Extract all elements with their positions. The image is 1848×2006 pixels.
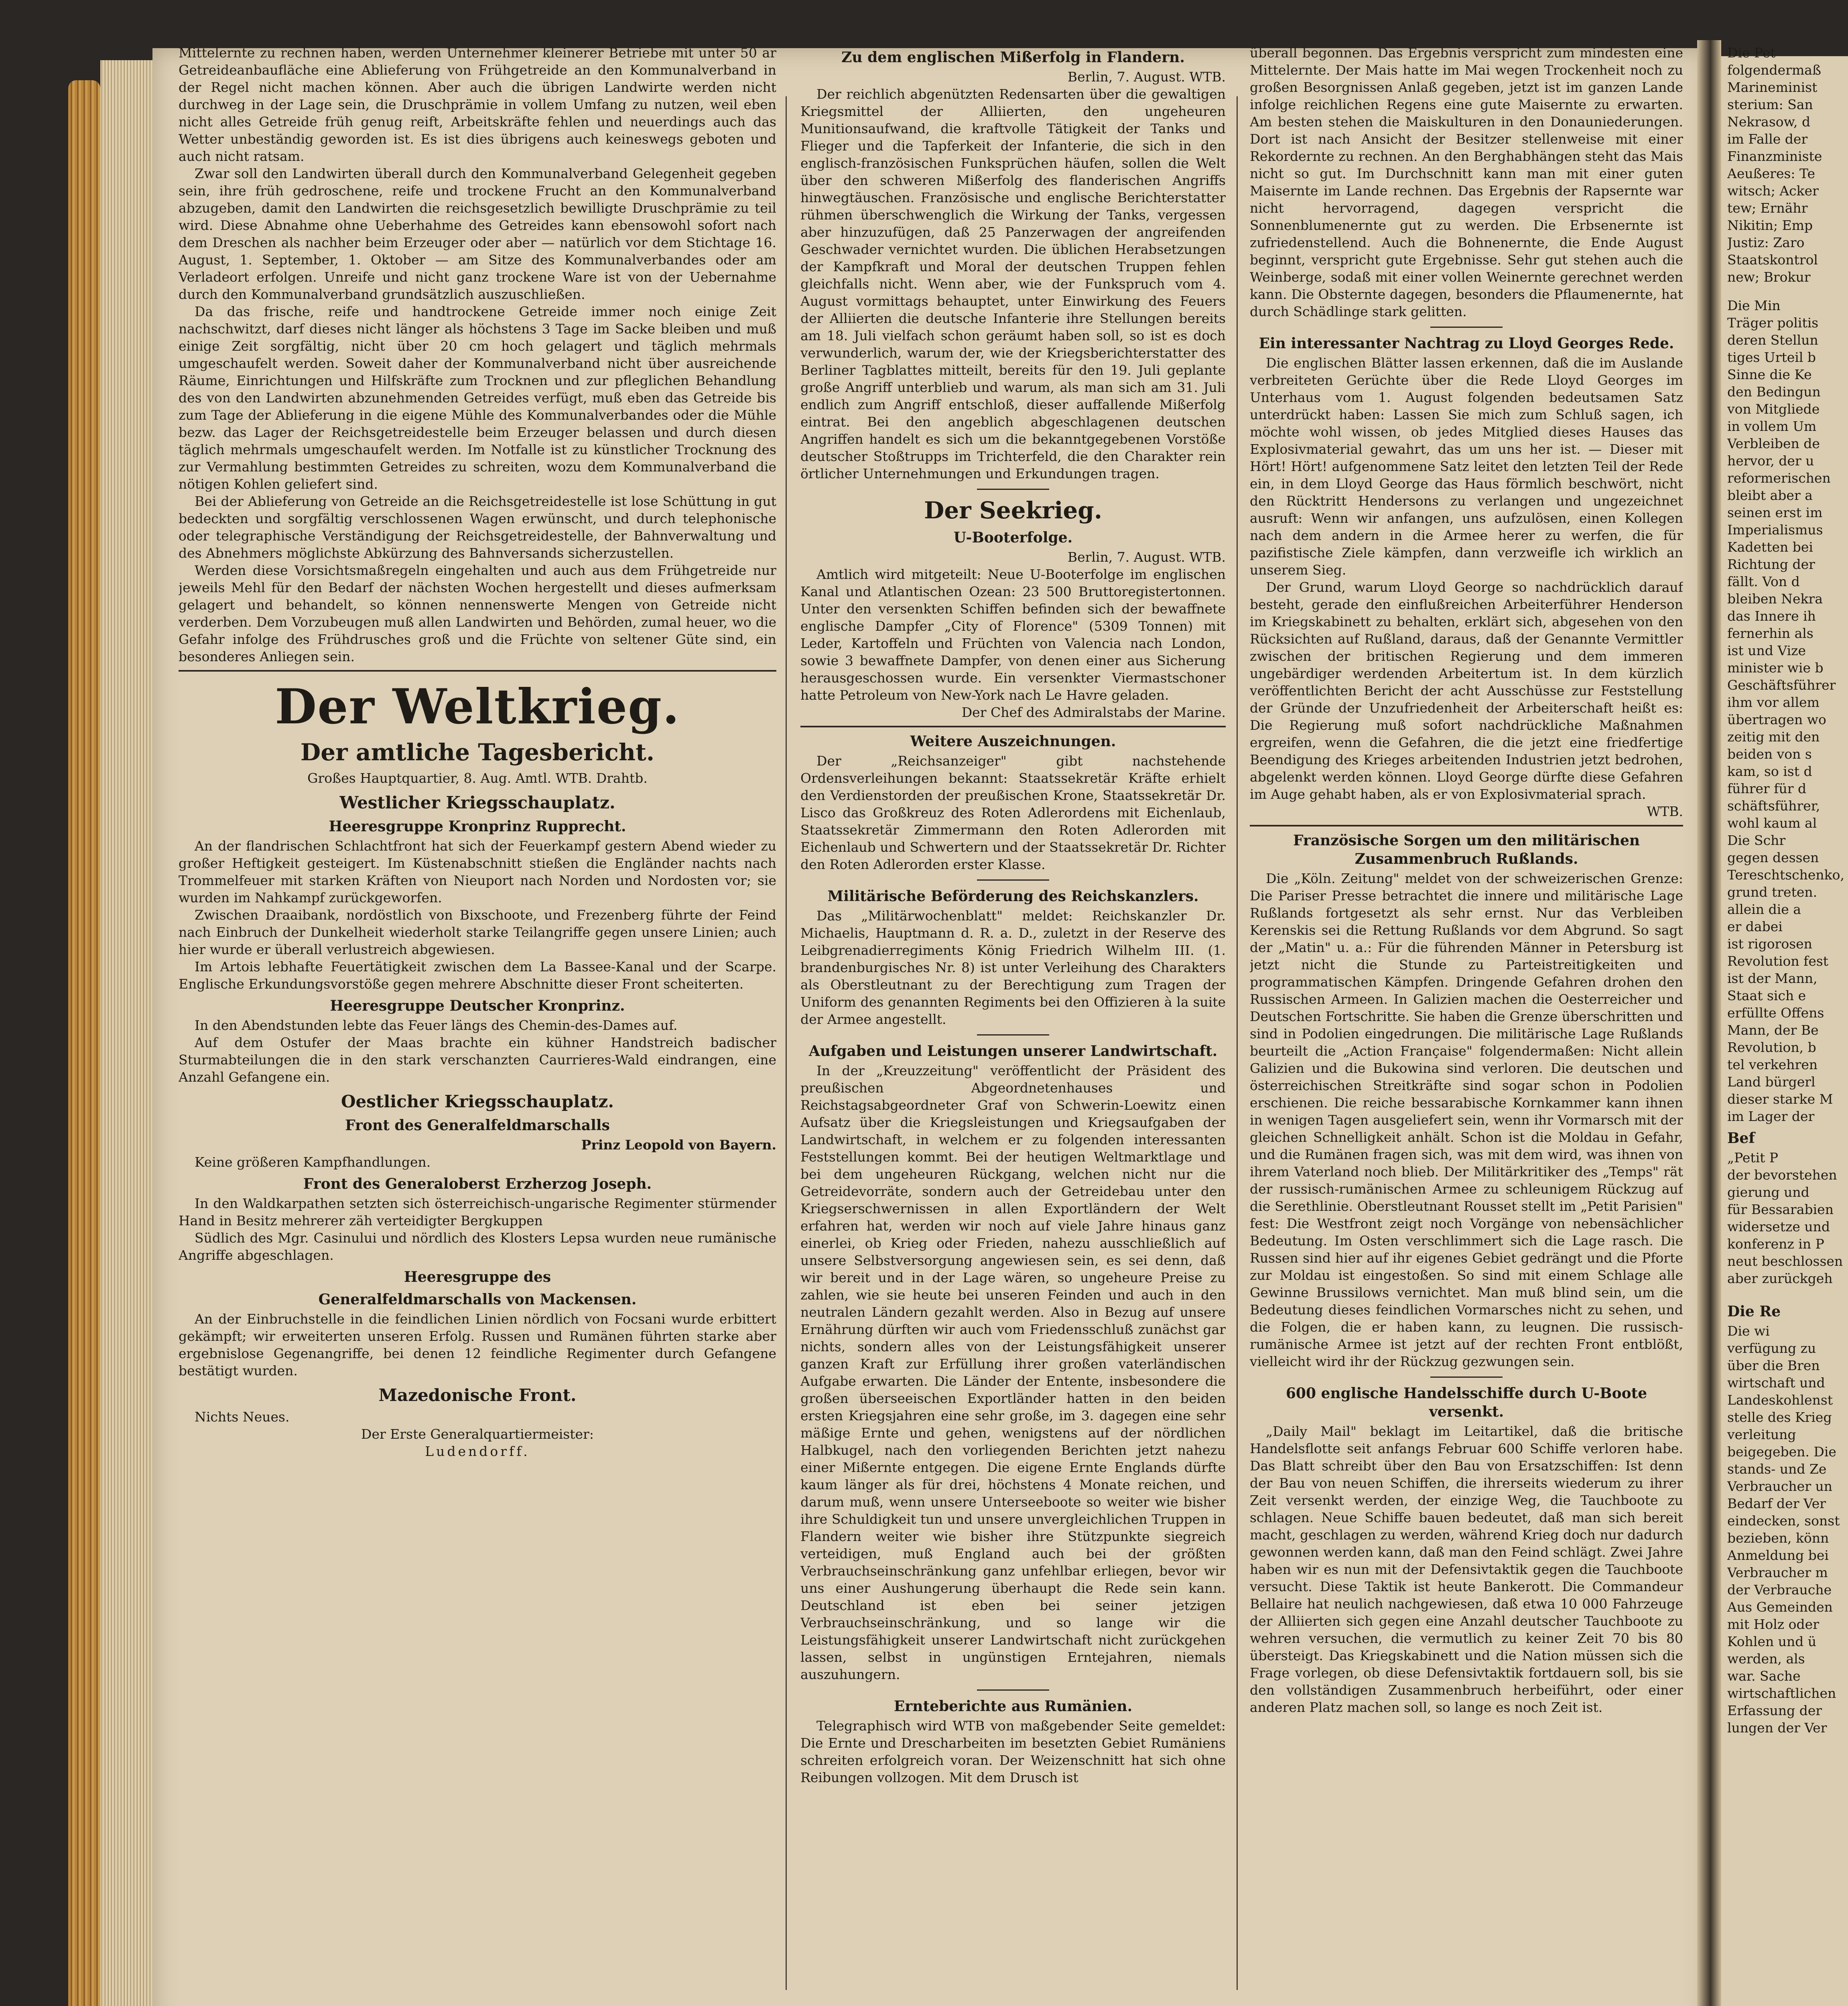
paragraph: Nichts Neues. <box>195 1409 290 1425</box>
paragraph: In den Waldkarpathen setzten sich österreichisch-ungarische Regimenter stürmender Hand in Besitz mehrerer zäh verteidigter Bergkuppen <box>179 1196 776 1228</box>
text-line: von Mitgliede <box>1727 401 1820 417</box>
article-title: Ein interessanter Nachtrag zu Lloyd Georges Rede. <box>1259 335 1674 352</box>
text-line: Erfassung der <box>1727 1703 1822 1718</box>
divider <box>1430 327 1503 328</box>
text-line: Justiz: Zaro <box>1727 235 1805 250</box>
text-line: Marineminist <box>1727 79 1818 95</box>
text-line: hervor, der u <box>1727 453 1814 469</box>
column-rule-2 <box>1237 96 1238 1990</box>
signature-name: Ludendorff. <box>425 1444 530 1459</box>
divider <box>1250 825 1683 826</box>
dateline: Berlin, 7. August. WTB. <box>1067 549 1226 565</box>
paragraph: In der „Kreuzzeitung" veröffentlicht der Präsident des preußischen Abgeordnetenhauses und Reichstagsabgeordneter Graf von Schwerin-Loewitz einen Aufsatz über die Kriegsleistungen und Kriegsaufgaben der Landwirtschaft, in welchem er zu folgenden interessanten Feststellungen kommt. Bei der heutigen Weltmarktlage und bei dem ungeheuren Rückgang, welchen nicht nur die Getreidevorräte, sondern auch der Getreidebau unter den Kriegserschwernissen in allen Exportländern der Welt erfahren hat, werden wir noch auf viele Jahre hinaus ganz einerlei, ob Krieg oder Frieden, nahezu ausschließlich auf unsere Selbstversorgung angewiesen sein, es sei denn, daß wir bereit und in der Lage wären, so ungeheure Preise zu zahlen, wie sie heute bei unseren Feinden und auch in den neutralen Ländern gezahlt werden. Also in Bezug auf unsere Ernährung dürften wir auch vom Friedensschluß zunächst gar nichts, sondern alles von der Leistungsfähigkeit unserer ganzen Kraft zur Erfüllung ihrer großen vaterländischen Aufgabe erwarten. Die Länder der Entente, insbesondere die großen überseeischen Exportländer hatten in den beiden ersten Kriegsjahren eine sehr große, im 3. dagegen eine sehr mäßige Ernte und gehen, wenigstens auf der nördlichen Halbkugel, nach den vorliegenden Berichten jetzt nahezu einer Mißernte entgegen. Die eigene Ernte Englands dürfte kaum länger als für drei, höchstens 4 Monate reichen, und darum muß, wenn unsere Unterseeboote so weiter wie bisher ihre Schuldigkeit tun und unsere unvergleichlichen Truppen in Flandern weiter wie bisher ihre Stützpunkte siegreich verteidigen, muß England auch bei der größten Verbrauchseinschränkung ganz unfehlbar erliegen, bevor wir uns einer Aushungerung überhaupt die Rede sein kann. Deutschland ist eben bei seiner jetzigen Verbrauchseinschränkung, und so lange wir die Leistungsfähigkeit unserer Landwirtschaft nicht zurückgehen lassen, selbst in ungünstigen Erntejahren, niemals auszuhungern. <box>800 1063 1226 1682</box>
article-title: Weitere Auszeichnungen. <box>910 733 1116 750</box>
text-line: folgendermaß <box>1727 62 1821 78</box>
report-title: Der amtliche Tagesbericht. <box>300 739 655 766</box>
text-line: reformerischen <box>1727 470 1831 486</box>
front-heading: Front des Generalfeldmarschalls <box>345 1117 610 1134</box>
paragraph: „Daily Mail" beklagt im Leitartikel, daß die britische Handelsflotte seit anfangs Februar 600 Schiffe verloren habe. Das Blatt schreibt über den Bau von Ersatzschiffen: Ist denn der Bau von neuen Schiffen, die ihrerseits wiederum zu ihrer Zeit versenkt werden, der einzige Weg, die Tauchboote zu schlagen. Neue Schiffe bauen bedeutet, daß man sich bereit macht, geschlagen zu werden, während Krieg doch nur dadurch gewonnen werden kann, daß man den Feind schlägt. Zwei Jahre haben wir es nun mit der Defensivtaktik gegen die Tauchboote versucht. Diese Taktik ist heute Bankerott. Die Commandeur Bellaire hat neulich nachgewiesen, daß etwa 10 000 Fahrzeuge der Alliierten sich gegen eine Anzahl deutscher Tauchboote zu wehren versuchen, die vermutlich zu keiner Zeit 70 bis 80 übersteigt. Das Kriegskabinett und die Nation müssen sich die Frage vorlegen, ob diese Defensivtaktik fortdauern soll, bis sie den vollständigen Zusammenbruch herbeiführt, oder einer anderen Platz machen soll, so lange es noch Zeit ist. <box>1250 1423 1683 1715</box>
text-line: werden, als <box>1727 1651 1805 1667</box>
text-line: Landeskohlenst <box>1727 1392 1833 1408</box>
article-title: Militärische Beförderung des Reichskanzlers. <box>827 888 1199 905</box>
text-line: Aus Gemeinden <box>1727 1599 1833 1615</box>
signature: WTB. <box>1647 804 1683 819</box>
text-line: schäftsführer, <box>1727 798 1820 814</box>
text-line: der Verbrauche <box>1727 1582 1832 1598</box>
paragraph: Bei der Ablieferung von Getreide an die Reichsgetreidestelle ist lose Schüttung in gut bedeckten und sorgfältig verschlossenen Wagen erwünscht, und durch telephonische oder telegraphische Verständigung der Reichsgetreidestelle, der Bahnverwaltung und des Abnehmers möglichste Abkürzung des Bahnversands sicherzustellen. <box>179 493 776 561</box>
section-title-east: Oestlicher Kriegsschauplatz. <box>341 1092 614 1111</box>
text-line: witsch; Acker <box>1727 183 1819 199</box>
text-line: war. Sache <box>1727 1668 1801 1684</box>
text-line: dieser starke M <box>1727 1091 1833 1107</box>
paragraph: An der Einbruchstelle in die feindlichen Linien nördlich von Focsani wurde erbittert gekämpft; wir erweiterten unseren Erfolg. Russen und Rumänen führten starke aber ergebnislose Gegenangriffe, bei denen 12 feindliche Regimenter durch Gefangene bestätigt wurden. <box>179 1311 776 1379</box>
text-line: beigegeben. Die <box>1727 1444 1836 1460</box>
divider <box>977 1689 1049 1691</box>
text-line: eindecken, sonst <box>1727 1513 1840 1529</box>
text-line: ist und Vize <box>1727 643 1806 658</box>
text-line: gegen dessen <box>1727 850 1819 865</box>
text-line: Finanzministe <box>1727 148 1822 164</box>
text-line: wirtschaft und <box>1727 1375 1825 1391</box>
paragraph: Zwischen Draaibank, nordöstlich von Bixschoote, und Frezenberg führte der Feind nach Einbruch der Dunkelheit wiederholt starke Teilangriffe gegen unsere Linien; auch hier wurde er überall verlustreich abgewiesen. <box>179 907 776 957</box>
text-line: stelle des Krieg <box>1727 1409 1832 1425</box>
text-line: „Petit P <box>1727 1150 1779 1165</box>
text-line: wohl kaum al <box>1727 815 1817 831</box>
article-title: Ernteberichte aus Rumänien. <box>894 1698 1133 1715</box>
text-line: Sinne die Ke <box>1727 367 1812 382</box>
paragraph: Keine größeren Kampfhandlungen. <box>195 1154 431 1170</box>
divider <box>977 1034 1049 1035</box>
article-title: Die Re <box>1727 1303 1781 1320</box>
text-line: mit Holz oder <box>1727 1616 1819 1632</box>
paragraph: Die englischen Blätter lassen erkennen, daß die im Auslande verbreiteten Gerüchte über die Rede Lloyd Georges im Unterhaus vom 1. August folgenden bedeutsamen Satz unterdrückt haben: Lassen Sie mich zum Schluß sagen, ich möchte wohl wissen, ob jedes Mitglied dieses Hauses das Explosivmaterial gewahrt, das um uns her ist. — Dieser mit Hört! Hört! aufgenommene Satz leitet den letzten Teil der Rede ein, in dem Lloyd George das Haus förmlich beschwört, nicht den Rücktritt Hendersons zu verlangen und ungezeichnet ausruft: Wenn wir anfangen, uns aufzulösen, einen Kollegen nach dem andern in die Armee herer zu werfen, die für pazifistische Ziele kämpfen, dann verzweifle ich wirklich an unserem Sieg. <box>1250 355 1683 578</box>
text-line: der bevorstehen <box>1727 1167 1837 1183</box>
paragraph: Telegraphisch wird WTB von maßgebender Seite gemeldet: Die Ernte und Drescharbeiten im besetzten Gebiet Rumäniens schreiten erfolgreich voran. Der Weizenschnitt hat sich ohne Reibungen vollzogen. Mit dem Drusch ist <box>800 1718 1226 1785</box>
text-line: bleibt aber a <box>1727 487 1813 503</box>
column-1 <box>179 44 776 2006</box>
text-line: aber zurückgeh <box>1727 1271 1833 1286</box>
text-line: für Bessarabien <box>1727 1202 1834 1217</box>
paragraph: Mittelernte zu rechnen haben, werden Unternehmer kleinerer Betriebe mit unter 50 ar Getreideanbaufläche eine Ablieferung von Frühgetreide an den Kommunalverband in der Regel nicht machen können. Aber auch die übrigen Landwirte werden nicht durchweg in der Lage sein, die Druschprämie in vollem Umfang zu nutzen, weil eben nicht alles Getreide früh genug reift, Arbeitskräfte fehlen und neuerdings auch das Wetter unbeständig geworden ist. Es ist dies übrigens auch keineswegs geboten und auch nicht ratsam. <box>179 45 776 164</box>
paragraph: Die „Köln. Zeitung" meldet von der schweizerischen Grenze: Die Pariser Presse betrachtet die innere und militärische Lage Rußlands fortgesetzt als sehr ernst. Nur das Verbleiben Kerenskis sei die Rettung Rußlands vor dem Abgrund. So sagt der „Matin" u. a.: Für die führenden Männer in Petersburg ist jetzt nicht die Stunde zu Parteistreitigkeiten und programmatischen Kämpfen. Dringende Gefahren drohen den Russischen Armeen. In Galizien machen die Oesterreicher und Deutschen Fortschritte. Sie haben die Grenze überschritten und sind in Podolien eingedrungen. Die militärische Lage Rußlands beurteilt die „Action Française" folgendermaßen: Nicht allein Galizien und die Bukowina sind verloren. Die deutschen und österreichischen Streitkräfte sind sogar schon in Podolien erschienen. Die reiche bessarabische Kornkammer kann ihnen in wenigen Tagen ausgeliefert sein, wenn ihr Vormarsch mit der gleichen Schnelligkeit anhält. Schon ist die Moldau in Gefahr, und die Rumänen fragen sich, was mit dem wird, was ihnen von ihrem Vaterland noch blieb. Der Militärkritiker des „Temps" rät der russisch-rumänischen Armee zu schleunigem Rückzug auf die Serethlinie. Oberstleutnant Rousset stellt im „Petit Parisien" fest: Die Westfront zeigt noch Vorgänge von nebensächlicher Bedeutung. Im Osten verschlimmert sich die Lage rasch. Die Russen sind hier auf ihr eigenes Gebiet gedrängt und die Pforte zur Moldau ist eingestoßen. So sind mit einem Schlage alle Gewinne Brussilows vernichtet. Man muß blind sein, um die Bedeutung dieses feindlichen Vormarsches nicht zu sehen, und die Folgen, die er haben kann, zu leugnen. Die russisch-rumänische Armee ist jetzt auf der rechten Front entblößt, vielleicht wird ihr der Rückzug gezwungen sein. <box>1250 871 1683 1369</box>
text-line: übertragen wo <box>1727 712 1826 727</box>
text-line: Aeußeres: Te <box>1727 166 1816 181</box>
text-line: Richtung der <box>1727 556 1815 572</box>
column-3 <box>1250 44 1683 2006</box>
text-line: bezieben, könn <box>1727 1530 1829 1546</box>
text-line: Nekrasow, d <box>1727 114 1811 130</box>
text-line: Verbraucher m <box>1727 1565 1828 1580</box>
text-line: Die Pet <box>1727 45 1776 61</box>
text-line: tiges Urteil b <box>1727 349 1816 365</box>
text-line: er dabei <box>1727 919 1783 934</box>
front-commander: Prinz Leopold von Bayern. <box>581 1137 776 1153</box>
text-line: Anmeldung bei <box>1727 1547 1829 1563</box>
text-line: neut beschlossen <box>1727 1253 1843 1269</box>
text-line: erfüllte Offens <box>1727 1005 1824 1021</box>
text-line: stands- und Ze <box>1727 1461 1827 1477</box>
text-line: Verbleiben de <box>1727 436 1820 451</box>
text-line: sterium: San <box>1727 97 1813 112</box>
column-rule-1 <box>786 96 787 1990</box>
text-line: seinen erst im <box>1727 505 1823 520</box>
paragraph: Der Grund, warum Lloyd George so nachdrücklich darauf besteht, gerade den einflußreichen Arbeiterführer Henderson im Kriegskabinett zu behalten, erklärt sich, abgesehen von den Rücksichten auf Rußland, daraus, daß der Genannte Vermittler zwischen der britischen Regierung und dem immeren ungebärdiger werdenden Arbeitertum ist. In dem kürzlich veröffentlichten Bericht der acht Ausschüsse zur Feststellung der Gründe der Unzufriedenheit der Arbeiterschaft heißt es: Die Regierung muß sofort nachdrückliche Maßnahmen ergreifen, wenn die Gefahren, die die jetzt eine friedfertige Beendigung des Krieges arbeitenden Industrien jetzt bedrohen, abgelenkt werden können. Lloyd George dürfte diese Gefahren im Auge gehabt haben, als er von Explosivmaterial sprach. <box>1250 579 1683 802</box>
text-line: Die Schr <box>1727 832 1786 848</box>
paragraph: In den Abendstunden lebte das Feuer längs des Chemin-des-Dames auf. <box>195 1017 678 1033</box>
article-title: Bef <box>1727 1130 1755 1147</box>
signature: Der Chef des Admiralstabs der Marine. <box>961 705 1226 720</box>
army-group-heading: Heeresgruppe Kronprinz Rupprecht. <box>329 818 626 835</box>
paragraph: Der reichlich abgenützten Redensarten über die gewaltigen Kriegsmittel der Alliierten, den ungeheuren Munitionsaufwand, die kraftvolle Tätigkeit der Tanks und Flieger und die Tapferkeit der Infanterie, die sich in den englisch-französischen Funksprüchen häufen, sollen die Welt über den schweren Mißerfolg des flanderischen Angriffs hinwegtäuschen. Französische und englische Berichterstatter rühmen überschwenglich die Wirkung der Tanks, vergessen aber hinzuzufügen, daß 25 Panzerwagen der angreifenden Geschwader vernichtet wurden. Die üblichen Herabsetzungen der Kampfkraft und Moral der deutschen Truppen fehlen gleichfalls nicht. Wenn aber, wie der Funkspruch vom 4. August vormittags behauptet, unter Einwirkung des Feuers der Alliierten die deutsche Infanterie ihre Stellungen bereits am 18. Juli vielfach schon geräumt haben soll, so ist es doch verwunderlich, warum der, wie der Kriegsberichterstatter des Berliner Tagblattes mitteilt, bereits für den 19. Juli geplante große Angriff unterblieb und warum, als man sich am 31. Juli endlich zum Angriff entschloß, dieser auffallende Mißerfolg eintrat. Bei den angeblich abgeschlagenen deutschen Angriffen handelt es sich um die bekanntgegebenen Vorstöße deutscher Stoßtrupps im Trichterfeld, die den Charakter rein örtlicher Unternehmungen und Erkundungen tragen. <box>800 86 1226 481</box>
article-title: Aufgaben und Leistungen unserer Landwirtschaft. <box>808 1043 1218 1060</box>
text-line: beiden von s <box>1727 746 1812 762</box>
text-line: im Lager der <box>1727 1109 1815 1124</box>
dateline: Großes Hauptquartier, 8. Aug. Amtl. WTB. Drahtb. <box>307 770 648 786</box>
text-line: wirtschaftlichen <box>1727 1685 1836 1701</box>
paragraph: Südlich des Mgr. Casinului und nördlich des Klosters Lepsa wurden neue rumänische Angriffe abgeschlagen. <box>179 1230 776 1263</box>
text-line: zeitig mit den <box>1727 729 1820 745</box>
text-line: ihm vor allem <box>1727 694 1820 710</box>
text-line: tew; Ernähr <box>1727 200 1808 216</box>
army-group-heading: Heeresgruppe Deutscher Kronprinz. <box>330 997 625 1014</box>
text-line: führer für d <box>1727 781 1807 796</box>
text-line: fernerhin als <box>1727 625 1813 641</box>
text-line: Bedarf der Ver <box>1727 1496 1826 1511</box>
text-line: gierung und <box>1727 1184 1809 1200</box>
text-line: Träger politis <box>1727 315 1819 331</box>
text-line: verfügung zu <box>1727 1340 1816 1356</box>
page-gutter <box>1697 40 1721 2006</box>
text-block <box>1727 1149 1848 1287</box>
text-line: allein die a <box>1727 901 1801 917</box>
text-line: Staat sich e <box>1727 988 1806 1003</box>
text-block <box>1727 44 1848 286</box>
article-title: Französische Sorgen um den militärischen Zusammenbruch Rußlands. <box>1293 832 1640 867</box>
column-4-cutoff <box>1727 44 1848 2006</box>
divider <box>977 489 1049 490</box>
text-block <box>1727 297 1848 1125</box>
text-line: in vollem Um <box>1727 418 1817 434</box>
text-line: Tereschtschenko, <box>1727 867 1845 883</box>
section-title-macedonia: Mazedonische Front. <box>378 1385 577 1405</box>
text-line: new; Brokur <box>1727 269 1811 285</box>
text-line: bleiben Nekra <box>1727 591 1823 607</box>
text-line: grund treten. <box>1727 884 1818 900</box>
text-line: deren Stellun <box>1727 332 1818 348</box>
text-line: Imperialismus <box>1727 522 1823 538</box>
dateline: Berlin, 7. August. WTB. <box>1067 69 1226 85</box>
text-line: Mann, der Be <box>1727 1022 1819 1038</box>
text-line: Nikitin; Emp <box>1727 217 1813 233</box>
text-line: minister wie b <box>1727 660 1824 676</box>
text-line: im Falle der <box>1727 131 1808 147</box>
text-line: Geschäftsführer <box>1727 677 1836 693</box>
text-line: tel verkehren <box>1727 1057 1818 1072</box>
text-line: Kadetten bei <box>1727 539 1813 555</box>
column-2 <box>800 44 1226 2006</box>
paragraph: An der flandrischen Schlachtfront hat sich der Feuerkampf gestern Abend wieder zu großer Heftigkeit gesteigert. Im Küstenabschnitt stießen die Engländer nachts nach Trommelfeuer mit starken Kräften von Nieuport nach Norden und Nordosten vor; sie wurden im Nahkampf zurückgeworfen. <box>179 838 776 906</box>
front-heading: Front des Generaloberst Erzherzog Joseph. <box>303 1176 652 1192</box>
divider <box>977 879 1049 881</box>
text-line: widersetze und <box>1727 1219 1830 1234</box>
paragraph: Das „Militärwochenblatt" meldet: Reichskanzler Dr. Michaelis, Hauptmann d. R. a. D., zuletzt in der Reserve des Leibgrenadierregiments König Friedrich Wilhelm III. (1. brandenburgisches Nr. 8) ist unter Verleihung des Charakters als Oberstleutnant zu der Berechtigung zum Tragen der Uniform des genannten Regiments bei den Offizieren à la suite der Armee angestellt. <box>800 908 1226 1027</box>
section-divider <box>179 670 776 672</box>
paragraph: Im Artois lebhafte Feuertätigkeit zwischen dem La Bassee-Kanal und der Scarpe. Englische Erkundungsvorstöße gegen mehrere Abschnitte dieser Front scheiterten. <box>179 959 776 992</box>
text-line: Staatskontrol <box>1727 252 1818 268</box>
text-line: fällt. Von d <box>1727 574 1800 589</box>
text-line: Land bürgerl <box>1727 1074 1816 1090</box>
text-line: konferenz in P <box>1727 1236 1824 1252</box>
text-line: Die Min <box>1727 298 1781 313</box>
text-line: Revolution, b <box>1727 1040 1816 1055</box>
divider <box>1430 1377 1503 1378</box>
army-group-heading: Generalfeldmarschalls von Mackensen. <box>318 1291 637 1308</box>
signature-title: Der Erste Generalquartiermeister: <box>361 1426 594 1442</box>
paragraph: Auf dem Ostufer der Maas brachte ein kühner Handstreich badischer Sturmabteilungen die in den stark verschanzten Caurrieres-Wald eindrangen, eine Anzahl Gefangene ein. <box>179 1035 776 1085</box>
text-line: Revolution fest <box>1727 953 1829 969</box>
text-line: ist rigorosen <box>1727 936 1812 952</box>
text-line: Kohlen und ü <box>1727 1634 1817 1649</box>
text-line: Verbraucher un <box>1727 1478 1832 1494</box>
paragraph: Der „Reichsanzeiger" gibt nachstehende Ordensverleihungen bekannt: Staatssekretär Kräfte erhielt den Verdienstorden der preußischen Krone, Staatssekretär Dr. Lisco das Großkreuz des Roten Adlerordens mit Eichenlaub, Staatssekretär Zimmermann den Roten Adlerorden mit Eichenlaub und Schwertern und der Staatssekretär Dr. Richter den Roten Adlerorden erster Klasse. <box>800 753 1226 872</box>
text-line: über die Bren <box>1727 1358 1820 1373</box>
text-line: den Bedingun <box>1727 384 1821 400</box>
text-block <box>1727 1322 1848 1736</box>
text-line: kam, so ist d <box>1727 763 1812 779</box>
text-line: Die wi <box>1727 1323 1770 1339</box>
paragraph: überall begonnen. Das Ergebnis verspricht zum mindesten eine Mittelernte. Der Mais hatte im Mai wegen Trockenheit noch zu großen Besorgnissen Anlaß gegeben, jetzt ist im ganzen Lande infolge reichlichen Regens eine gute Maisernte zu erwarten. Am besten stehen die Maiskulturen in den Donauniederungen. Dort ist nach Ansicht der Besitzer stellenweise mit einer Rekordernte zu rechnen. An den Berghabhängen steht das Mais nicht so gut. Im Durchschnitt kann man mit einer guten Maisernte im Lande rechnen. Das Ergebnis der Rapsernte war nicht hervorragend, dagegen verspricht die Sonnenblumenernte gut zu werden. Die Erbsenernte ist zufriedenstellend. Auch die Bohnenernte, die Ende August beginnt, verspricht gute Ergebnisse. Sehr gut stehen auch die Weinberge, sodaß mit einer vollen Weinernte gerechnet werden kann. Die Obsternte dagegen, besonders die Pflaumenernte, hat durch Schädlinge stark gelitten. <box>1250 45 1683 319</box>
paragraph: Amtlich wird mitgeteilt: Neue U-Booterfolge im englischen Kanal und Atlantischen Ozean: 23 500 Bruttoregistertonnen. Unter den versenkten Schiffen befinden sich der bewaffnete englische Dampfer „City of Florence" (5309 Tonnen) mit Leder, Kartoffeln und Früchten von Valencia nach London, sowie 3 bewaffnete Dampfer, von denen einer aus Sicherung herausgeschossen wurde. Ein versenkter Viermastschoner hatte Petroleum von New-York nach Le Havre geladen. <box>800 566 1226 703</box>
divider <box>800 726 1226 727</box>
paragraph: Da das frische, reife und handtrockene Getreide immer noch einige Zeit nachschwitzt, darf dieses nicht länger als höchstens 3 Tage im Sacke bleiben und muß einige Zeit sorgfältig, nicht über 20 cm hoch gelagert und täglich mehrmals umgeschaufelt werden. Soweit daher der Kommunalverband nicht über ausreichende Räume, Einrichtungen und Hilfskräfte zum Trocknen und zur pfleglichen Behandlung des von den Landwirten abzunehmenden Getreides verfügt, muß eben das Getreide bis zum Tage der Ablieferung in die eigene Mühle des Kommunalverbandes oder die Mühle bezw. das Lager der Reichsgetreidestelle beim Erzeuger belassen und durch diesen täglich mehrmals umgeschaufelt werden. Im Notfalle ist zu künstlicher Trocknung des zur Vermahlung bestimmten Getreides zu schreiten, wozu dem Kommunalverband die nötigen Kohlen geliefert sind. <box>179 304 776 492</box>
book-binding <box>68 80 100 2006</box>
article-title: Zu dem englischen Mißerfolg in Flandern. <box>841 49 1185 66</box>
text-line: das Innere ih <box>1727 608 1816 624</box>
text-line: ist der Mann, <box>1727 971 1818 986</box>
page-edges <box>100 60 156 2006</box>
main-headline: Der Weltkrieg. <box>275 678 680 735</box>
article-title: Der Seekrieg. <box>924 497 1103 524</box>
section-title-west: Westlicher Kriegsschauplatz. <box>339 793 615 812</box>
paragraph: Werden diese Vorsichtsmaßregeln eingehalten und auch aus dem Frühgetreide nur jeweils Mehl für den Bedarf der nächsten Wochen hergestellt und dieses aufmerksam gelagert und behandelt, so können nennenswerte Mengen von Getreide nicht verderben. Dem Vorzubeugen muß allen Landwirten und Behörden, zumal heuer, wo die Gefahr infolge des Frühdrusches groß und die Früchte von seltener Güte sind, ein besonderes Anliegen sein. <box>179 562 776 664</box>
text-line: verleitung <box>1727 1427 1796 1442</box>
article-title: 600 englische Handelsschiffe durch U-Boote versenkt. <box>1285 1385 1647 1420</box>
army-group-heading: Heeresgruppe des <box>404 1269 551 1285</box>
text-line: lungen der Ver <box>1727 1720 1827 1736</box>
article-subtitle: U-Booterfolge. <box>953 529 1073 546</box>
paragraph: Zwar soll den Landwirten überall durch den Kommunalverband Gelegenheit gegeben sein, ihre früh gedroschene, reife und trockene Frucht an den Kommunalverband abzugeben, damit den Landwirten die reichsgesetzlich bewilligte Druschprämie zu teil wird. Diese Abnahme ohne Ueberhahme des Getreides kann ebensowohl sofort nach dem Dreschen als nachher beim Erzeuger oder aber — natürlich vor dem Stichtage 16. August, 1. September, 1. Oktober — am Sitze des Kommunalverbandes oder am Verladeort erfolgen. Unreife und nicht ganz trockene Ware ist von der Uebernahme durch den Kommunalverband grundsätzlich auszuschließen. <box>179 166 776 302</box>
